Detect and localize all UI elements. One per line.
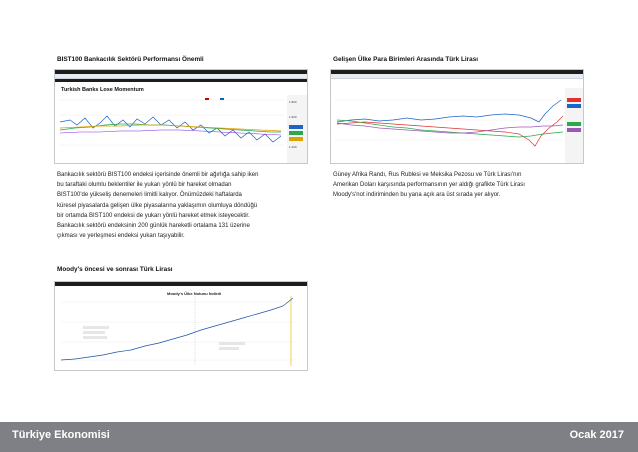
em-currencies-chart [330,69,584,164]
para2-line: Amerikan Doları karşısında performansının yer aldığı grafikte Türk Lirası [333,182,525,189]
moodys-lira-chart [54,281,308,371]
para1-line: BIST100'de yükseliş denemeleri limitli kalıyor. Önümüzdeki haftalarda [57,192,242,199]
footer-date: Ocak 2017 [569,429,624,441]
svg-text:1.800: 1.800 [289,100,297,104]
para1-line: çıkması ve yerleşmesi endeksi yukarı taşıyabilir. [57,233,185,240]
section-title-moodys: Moody's öncesi ve sonrası Türk Lirası [57,266,173,273]
section-title-em-currencies: Gelişen Ülke Para Birimleri Arasında Türk Lirası [333,56,479,63]
bist100-paragraph [57,170,307,241]
bist100-bank-chart [54,69,308,164]
footer-title: Türkiye Ekonomisi [12,429,110,441]
svg-text:1.600: 1.600 [289,115,297,119]
em-currency-plot [331,70,583,163]
para1-line: küresel piyasalarda gelişen ülke piyasalarına yaklaşımın olumluya döndüğü [57,202,258,209]
para1-line: Bankacılık sektörü endeksinin 200 günlük hareketli ortalama 131 üzerine [57,223,250,230]
svg-text:1.200: 1.200 [289,145,297,149]
bank-index-plot [55,70,307,163]
chart1-inner-title: Turkish Banks Lose Momentum [61,87,144,93]
para1-line: bir ortamda BIST100 endeksi de yukarı yönlü hareket etmek isteyecektir. [57,212,250,219]
para1-line: bu taraftaki olumlu beklentiler ile yukarı yönlü bir hareket olmadan [57,182,232,189]
em-currencies-paragraph-text [333,170,583,201]
page-footer [0,422,638,452]
para2-line: Moody's'not indiriminden bu yana açık ara üst sırada yer alıyor. [333,192,501,199]
para1-line: Bankacılık sektörü BIST100 endeksi içerisinde önemli bir ağırlığa sahip iken [57,172,259,178]
chart2-inner-title: Moody's Ülke Notunu İndirdi [167,291,222,296]
para2-line: Güney Afrika Randı, Rus Rublesi ve Meksika Pezosu ve Türk Lirası'nın [333,172,522,178]
lira-plot [55,282,307,370]
section-title-bist100: BIST100 Bankacılık Sektörü Performansı Önemli [57,56,204,63]
